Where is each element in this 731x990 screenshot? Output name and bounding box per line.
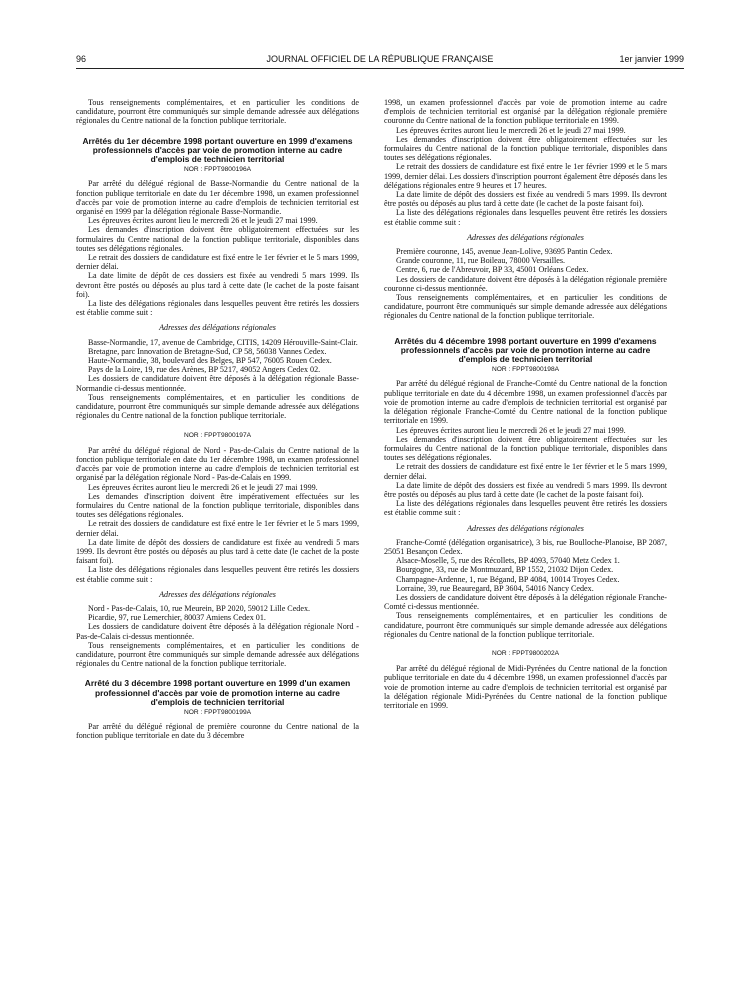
address-item: Pays de la Loire, 19, rue des Arènes, BP 5217, 49052 Angers Cedex 02.: [88, 365, 321, 375]
arrete3-title: Arrêté du 3 décembre 1998 portant ouverture en 1999 d'un examen professionnel d'accès par voie de promotion interne au cadre d'emplois de technicien territorial: [84, 678, 351, 707]
arrete5-nor: NOR : FPPT9800202A: [491, 649, 560, 657]
paragraph: La liste des délégations régionales dans lesquelles peuvent être retirés les dossiers est établie comme suit :: [76, 565, 359, 584]
address-item: Picardie, 97, rue Lemerchier, 80037 Amiens Cedex 01.: [88, 613, 266, 623]
address-item: Champagne-Ardenne, 1, rue Bégand, BP 4084, 10014 Troyes Cedex.: [396, 574, 620, 584]
paragraph: Par arrêté du délégué régional de Nord - Pas-de-Calais du Centre national de la fonction publique territoriale en date du 1er décembre 1998, un examen professionnel d'accès par voie de promotion interne au cadre d'emplois de technicien territorial est organisé par la délégation régionale Nord - Pas-de-Calais en 1999.: [76, 445, 359, 483]
address-item: Bourgogne, 33, rue de Montmuzard, BP 1552, 21032 Dijon Cedex.: [396, 565, 614, 575]
intro-paragraph: Tous renseignements complémentaires, et en particulier les conditions de candidature, pourront être communiqués sur simple demande adressée aux délégations régionales du Centre national de la fonction publique territoriale.: [76, 98, 359, 126]
address-item: Alsace-Moselle, 5, rue des Récollets, BP 4093, 57040 Metz Cedex 1.: [396, 556, 620, 566]
page-number: 96: [76, 54, 87, 64]
address-item: Basse-Normandie, 17, avenue de Cambridge, CITIS, 14209 Hérouville-Saint-Clair.: [88, 337, 358, 347]
paragraph: Tous renseignements complémentaires, et en particulier les conditions de candidature, pourront être communiqués sur simple demande adressée aux délégations régionales du Centre national de la fonction publique territoriale.: [76, 392, 359, 421]
paragraph: Par arrêté du délégué régional de Basse-Normandie du Centre national de la fonction publique territoriale en date du 1er décembre 1998, un examen professionnel d'accès par voie de promotion interne au cadre d'emplois de technicien territorial est organisé en 1999 par la délégation régionale Basse-Normandie.: [76, 179, 359, 217]
paragraph: La date limite de dépôt des dossiers de candidature est fixée au vendredi 5 mars 1999. Ils devront être postés ou déposés au plus tard à cette date (le cachet de la poste faisant foi).: [76, 537, 359, 566]
paragraph: Le retrait des dossiers de candidature est fixé entre le 1er février et le 5 mars 1999, dernier délai.: [76, 519, 359, 538]
address-item: Grande couronne, 11, rue Boileau, 78000 Versailles.: [396, 256, 566, 266]
paragraph: Par arrêté du délégué régional de Midi-Pyrénées du Centre national de la fonction publique territoriale en date du 4 décembre 1998, un examen professionnel d'accès par voie de promotion interne au cadre d'emplois de technicien territorial est organisé par la délégation régionale Midi-Pyrénées du Centre national de la fonction publique territoriale en 1999.: [384, 664, 667, 710]
address-heading: Adresses des délégations régionales: [159, 323, 276, 333]
address-item: Centre, 6, rue de l'Abreuvoir, BP 33, 45001 Orléans Cedex.: [396, 265, 589, 275]
arrete4-nor: NOR : FPPT9800198A: [491, 366, 560, 374]
arrete3-nor: NOR : FPPT9800199A: [183, 708, 252, 716]
paragraph: Les dossiers de candidature doivent être déposés à la délégation régionale Nord - Pas-de-Calais ci-dessus mentionnée.: [76, 622, 359, 641]
paragraph: Tous renseignements complémentaires, et en particulier les conditions de candidature, pourront être communiqués sur simple demande adressée aux délégations régionales du Centre national de la fonction publique territoriale.: [384, 293, 667, 321]
paragraph: Tous renseignements complémentaires, et en particulier les conditions de candidature, pourront être communiqués sur simple demande adressée aux délégations régionales du Centre national de la fonction publique territoriale.: [76, 640, 359, 669]
arrete1-nor: NOR : FPPT9800196A: [183, 166, 252, 174]
paragraph: Les épreuves écrites auront lieu le mercredi 26 et le jeudi 27 mai 1999.: [396, 125, 626, 135]
paragraph: Le retrait des dossiers de candidature est fixé entre le 1er février 1999 et le 5 mars 1999, dernier délai. Les dossiers d'inscription pourront également être déposés dans les délégations régionales entre 9 heures et 17 heures.: [384, 162, 667, 190]
paragraph: La date limite de dépôt de ces dossiers est fixée au vendredi 5 mars 1999. Ils devront être postés ou déposés au plus tard à cette date (le cachet de la poste faisant foi).: [76, 271, 359, 299]
paragraph: La date limite de dépôt des dossiers est fixée au vendredi 5 mars 1999. Ils devront être postés ou déposés au plus tard à cette date (le cachet de la poste faisant foi).: [384, 190, 667, 209]
journal-title: JOURNAL OFFICIEL DE LA RÉPUBLIQUE FRANÇAISE: [266, 54, 494, 64]
paragraph: Le retrait des dossiers de candidature est fixé entre le 1er février et le 5 mars 1999, dernier délai.: [76, 253, 359, 272]
header-rule: [76, 68, 684, 69]
paragraph: Les épreuves écrites auront lieu le mercredi 26 et le jeudi 27 mai 1999.: [396, 425, 626, 435]
left-column: [76, 98, 359, 741]
address-item: Haute-Normandie, 38, boulevard des Belges, BP 547, 76005 Rouen Cedex.: [88, 356, 332, 366]
paragraph: Tous renseignements complémentaires, et en particulier les conditions de candidature, pourront être communiqués sur simple demande adressée aux délégations régionales du Centre national de la fonction publique territoriale.: [384, 611, 667, 639]
arrete2-nor: NOR : FPPT9800197A: [183, 431, 252, 439]
paragraph: La liste des délégations régionales dans lesquelles peuvent être retirés les dossiers est établie comme suit :: [76, 299, 359, 318]
paragraph: 1998, un examen professionnel d'accès par voie de promotion interne au cadre d'emplois de technicien territorial est organisé par la délégation régionale première couronne du Centre national de la fonction publique territoriale en 1999.: [384, 98, 667, 126]
address-item: Bretagne, parc Innovation de Bretagne-Sud, CP 58, 56038 Vannes Cedex.: [88, 346, 327, 356]
paragraph: Par arrêté du délégué régional de Franche-Comté du Centre national de la fonction publique territoriale en date du 4 décembre 1998, un examen professionnel d'accès par voie de promotion interne au cadre d'emplois de technicien territorial est organisé par la délégation régionale Franche-Comté du Centre national de la fonction publique territoriale en 1999.: [384, 379, 667, 426]
paragraph: Les épreuves écrites auront lieu le mercredi 26 et le jeudi 27 mai 1999.: [88, 216, 318, 226]
paragraph: La liste des délégations régionales dans lesquelles peuvent être retirés les dossiers est établie comme suit :: [384, 208, 667, 227]
paragraph: Les épreuves écrites auront lieu le mercredi 26 et le jeudi 27 mai 1999.: [88, 482, 318, 492]
address-heading: Adresses des délégations régionales: [159, 589, 276, 599]
paragraph: Les demandes d'inscription doivent être obligatoirement effectuées sur les formulaires du Centre national de la fonction publique territoriale, disponibles dans toutes ses délégations régionales.: [76, 225, 359, 253]
paragraph: Les demandes d'inscription doivent être obligatoirement effectuées sur les formulaires du Centre national de la fonction publique territoriale, disponibles dans toutes ses délégations régionales.: [384, 134, 667, 163]
address-heading: Adresses des délégations régionales: [467, 232, 584, 242]
paragraph: Les demandes d'inscription doivent être obligatoirement effectuées sur les formulaires du Centre national de la fonction publique territoriale, disponibles dans toutes ses délégations régionales.: [384, 434, 667, 463]
address-item: Nord - Pas-de-Calais, 10, rue Meurein, BP 2020, 59012 Lille Cedex.: [88, 603, 311, 613]
paragraph: Le retrait des dossiers de candidature est fixé entre le 1er février et le 5 mars 1999, dernier délai.: [384, 462, 667, 481]
paragraph: Les dossiers de candidature doivent être déposés à la délégation régionale Basse-Normandie ci-dessus mentionnée.: [76, 374, 359, 393]
paragraph: La date limite de dépôt des dossiers est fixée au vendredi 5 mars 1999. Ils devront être postés ou déposés au plus tard à cette date (le cachet de la poste faisant foi).: [384, 480, 667, 499]
paragraph: Les demandes d'inscription doivent être impérativement effectuées sur les formulaires du Centre national de la fonction publique territoriale, disponibles dans toutes ses délégations régionales.: [76, 491, 359, 520]
arrete4-title: Arrêtés du 4 décembre 1998 portant ouverture en 1999 d'examens professionnels d'accès par voie de promotion interne au cadre d'emplois de technicien territorial: [394, 335, 657, 365]
paragraph: Les dossiers de candidature doivent être déposés à la délégation régionale Franche-Comté ci-dessus mentionnée.: [384, 592, 667, 612]
page-header: [76, 54, 684, 68]
address-item: Première couronne, 145, avenue Jean-Lolive, 93695 Pantin Cedex.: [396, 247, 613, 257]
paragraph: Les dossiers de candidature doivent être déposés à la délégation régionale première couronne ci-dessus mentionnée.: [384, 274, 667, 293]
arrete1-title: Arrêtés du 1er décembre 1998 portant ouverture en 1999 d'examens professionnels d'accès par voie de promotion interne au cadre d'emplois de technicien territorial: [82, 135, 353, 165]
issue-date: 1er janvier 1999: [619, 54, 684, 64]
address-heading: Adresses des délégations régionales: [467, 523, 584, 533]
right-column: [384, 98, 667, 710]
address-item: Franche-Comté (délégation organisatrice), 3 bis, rue Boulloche-Planoise, BP 2087, 25051 Besançon Cedex.: [384, 537, 667, 556]
paragraph: La liste des délégations régionales dans lesquelles peuvent être retirés les dossiers est établie comme suit :: [384, 499, 667, 518]
paragraph: Par arrêté du délégué régional de première couronne du Centre national de la fonction publique territoriale en date du 3 décembre: [76, 722, 359, 741]
address-item: Lorraine, 39, rue Beauregard, BP 3604, 54016 Nancy Cedex.: [396, 583, 594, 593]
